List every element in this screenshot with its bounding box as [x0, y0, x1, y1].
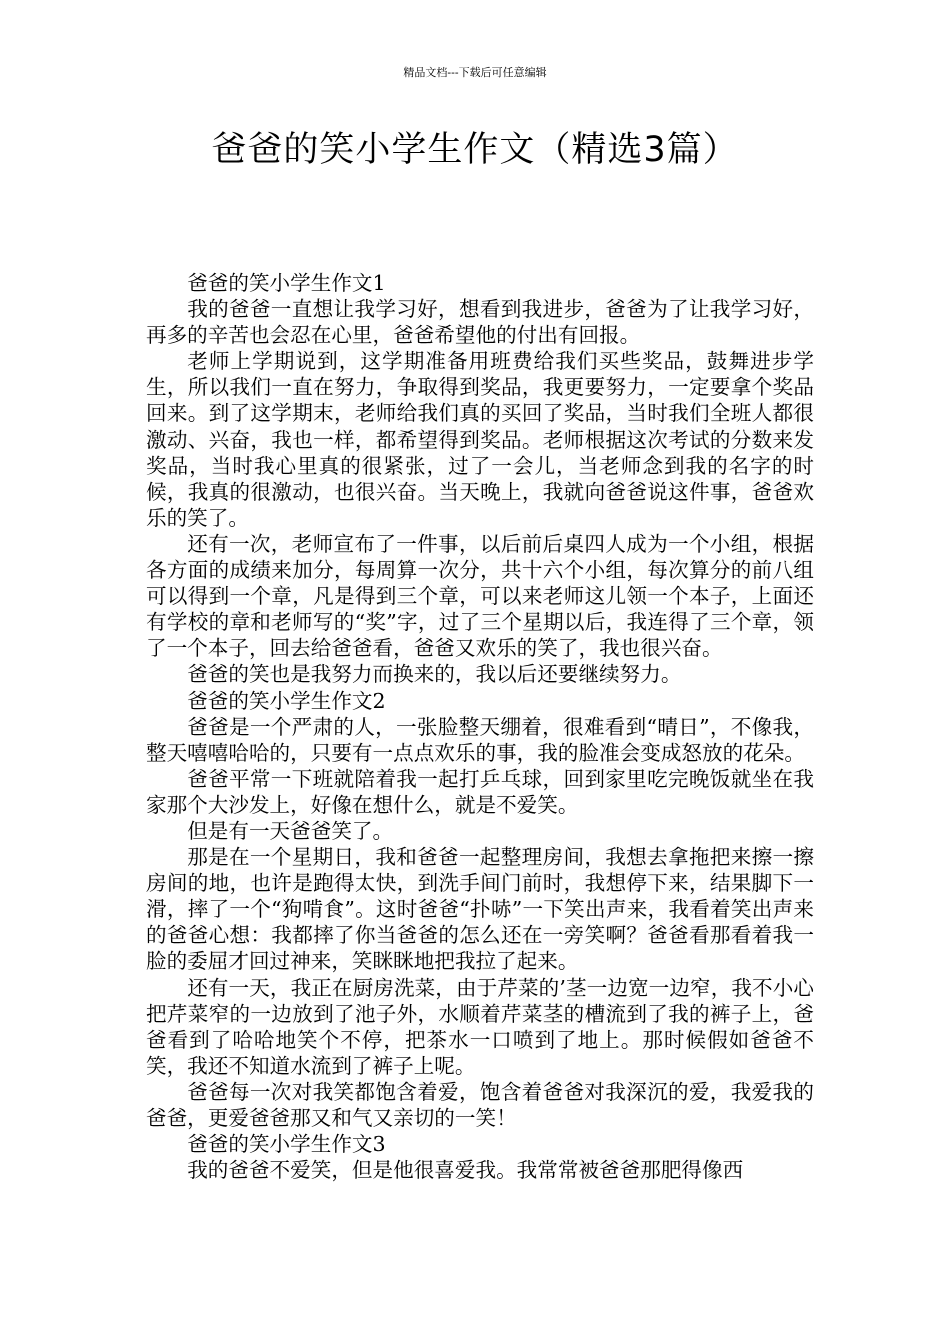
paragraph: 老师上学期说到，这学期准备用班费给我们买些奖品，鼓舞进步学生，所以我们一直在努力，争取得到奖品，我更要努力，一定要拿个奖品回来。到了这学期末，老师给我们真的买回了奖品，当时我们全班人都很激动、兴奋，我也一样，都希望得到奖品。老师根据这次考试的分数来发奖品，当时我心里真的很紧张，过了一会儿，当老师念到我的名字的时候，我真的很激动，也很兴奋。当天晚上，我就向爸爸说这件事，爸爸欢乐的笑了。 — [146, 349, 814, 530]
paragraph: 还有一天，我正在厨房洗菜，由于芹菜的’茎一边宽一边窄，我不小心把芹菜窄的一边放到了池子外，水顺着芹菜茎的槽流到了我的裤子上，爸爸看到了哈哈地笑个不停，把茶水一口喷到了地上。那时候假如爸爸不笑，我还不知道水流到了裤子上呢。 — [146, 975, 814, 1078]
essay-heading: 爸爸的笑小学生作文1 — [187, 271, 386, 295]
essay-heading: 爸爸的笑小学生作文2 — [187, 688, 386, 713]
paragraph: 但是有一天爸爸笑了。 — [187, 818, 394, 843]
essay-heading: 爸爸的笑小学生作文3 — [187, 1132, 386, 1157]
paragraph: 我的爸爸不爱笑，但是他很喜爱我。我常常被爸爸那肥得像西 — [187, 1158, 744, 1183]
document-body — [146, 270, 814, 1183]
paragraph: 那是在一个星期日，我和爸爸一起整理房间，我想去拿拖把来擦一擦房间的地，也许是跑得太快，到洗手间门前时，我想停下来，结果脚下一滑，摔了一个“狗啃食”。这时爸爸“扑哧”一下笑出声来，我看着笑出声来的爸爸心想：我都摔了你当爸爸的怎么还在一旁笑啊？爸爸看那看着我一脸的委屈才回过神来，笑眯眯地把我拉了起来。 — [146, 845, 814, 974]
paragraph: 爸爸平常一下班就陪着我一起打乒乓球，回到家里吃完晚饭就坐在我家那个大沙发上，好像在想什么，就是不爱笑。 — [146, 766, 814, 817]
paragraph: 爸爸每一次对我笑都饱含着爱，饱含着爸爸对我深沉的爱，我爱我的爸爸，更爱爸爸那又和气又亲切的一笑！ — [146, 1079, 814, 1130]
document-title: 爸爸的笑小学生作文（精选3篇） — [211, 130, 739, 170]
paragraph: 还有一次，老师宣布了一件事，以后前后桌四人成为一个小组，根据各方面的成绩来加分，每周算一次分，共十六个小组，每次算分的前八组可以得到一个章，凡是得到三个章，可以来老师这儿领一个本子，上面还有学校的章和老师写的“奖”字，过了三个星期以后，我连得了三个章，领了一个本子，回去给爸爸看，爸爸又欢乐的笑了，我也很兴奋。 — [146, 531, 814, 661]
paragraph: 爸爸的笑也是我努力而换来的，我以后还要继续努力。 — [187, 662, 682, 687]
header-note: 精品文档---下载后可任意编辑 — [403, 66, 547, 79]
paragraph: 爸爸是一个严肃的人，一张脸整天绷着，很难看到“晴日”，不像我，整天嘻嘻哈哈的，只要有一点点欢乐的事，我的脸准会变成怒放的花朵。 — [146, 714, 814, 765]
paragraph: 我的爸爸一直想让我学习好，想看到我进步，爸爸为了让我学习好，再多的辛苦也会忍在心里，爸爸希望他的付出有回报。 — [146, 297, 814, 348]
